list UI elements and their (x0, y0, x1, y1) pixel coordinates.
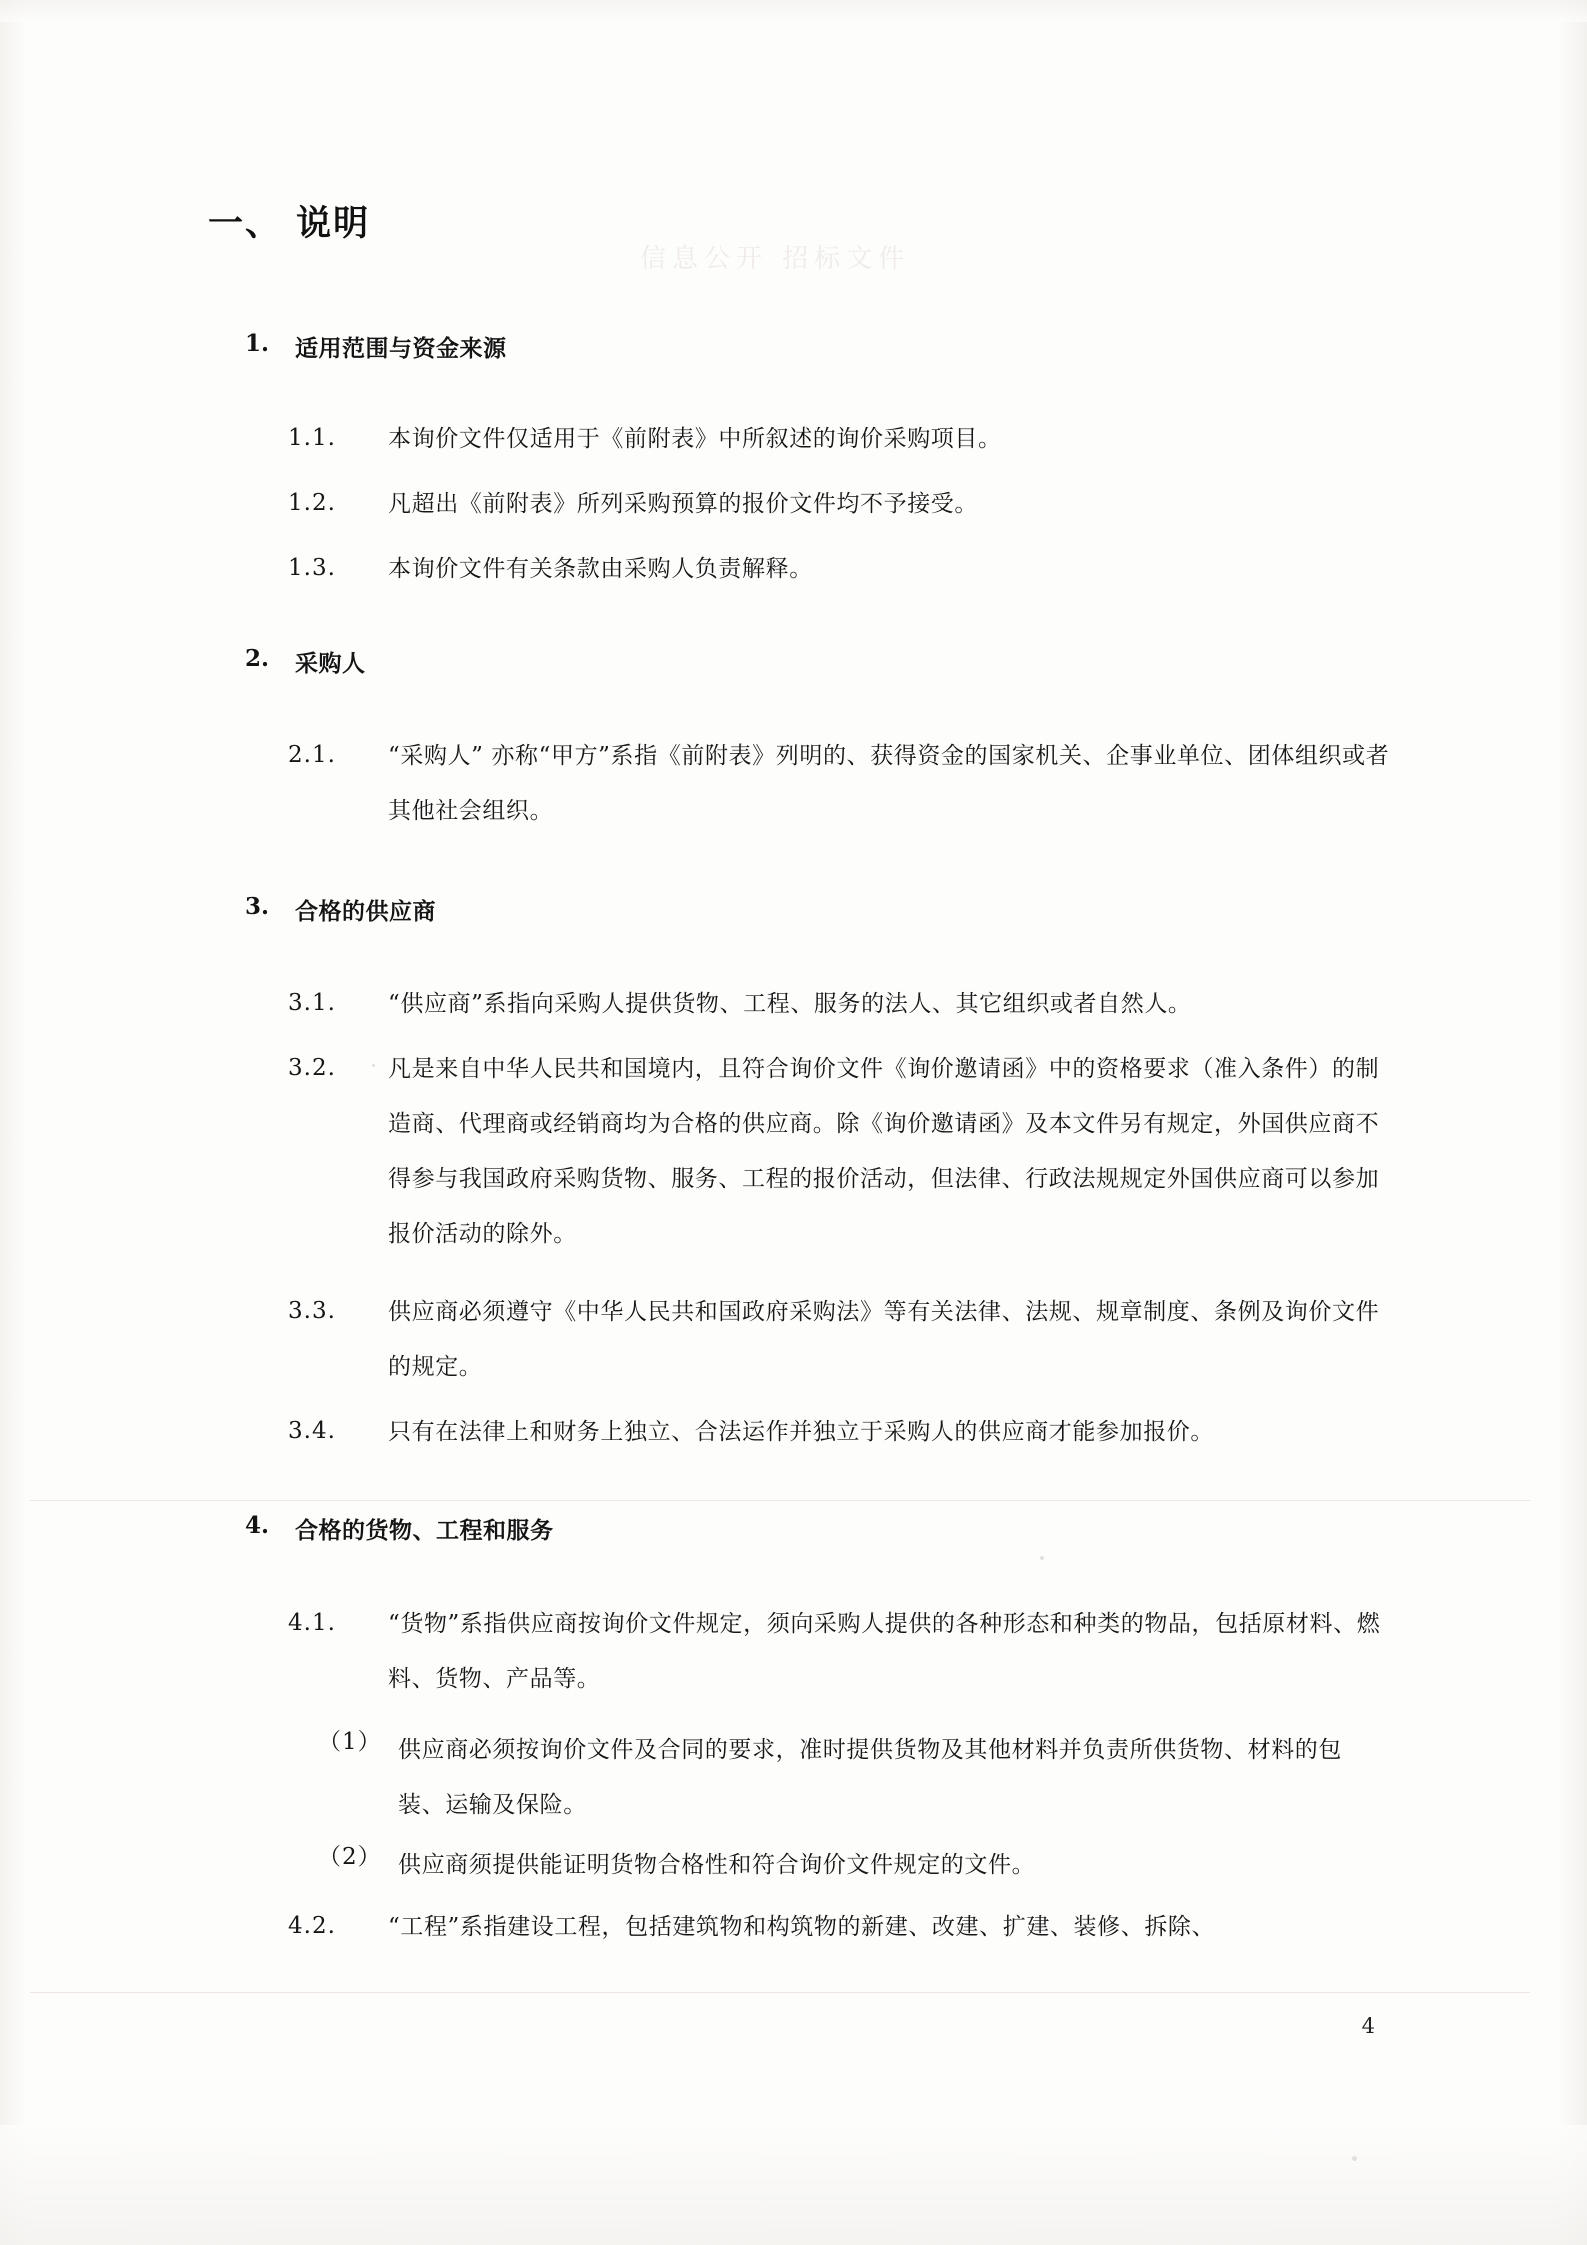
section-heading-3: 合格的供应商 (295, 898, 436, 925)
item-number: 4.1. (288, 1610, 336, 1636)
item-number: 1.1. (288, 425, 336, 451)
item-text: 本询价文件仅适用于《前附表》中所叙述的询价采购项目。 (388, 426, 1002, 452)
section-number-3: 3. (245, 893, 270, 920)
item-number: 2.1. (288, 742, 336, 768)
section-heading-4: 合格的货物、工程和服务 (295, 1517, 554, 1544)
page-number: 4 (1361, 2014, 1375, 2038)
item-number: 1.2. (288, 490, 336, 516)
item-text: 凡超出《前附表》所列采购预算的报价文件均不予接受。 (388, 491, 978, 517)
section-number-2: 2. (245, 645, 270, 672)
section-number-4: 4. (245, 1512, 270, 1539)
item-text: 本询价文件有关条款由采购人负责解释。 (388, 556, 813, 582)
item-number: 3.4. (288, 1418, 336, 1444)
item-text: 凡是来自中华人民共和国境内，且符合询价文件《询价邀请函》中的资格要求（准入条件）的制造商、代理商或经销商均为合格的供应商。除《询价邀请函》及本文件另有规定，外国供应商不得参与我国政府采购货物、服务、工程的报价活动，但法律、行政法规规定外国供应商可以参加报价活动的除外。 (388, 1056, 1380, 1247)
item-number: 1.3. (288, 555, 336, 581)
item-text: 供应商必须按询价文件及合同的要求，准时提供货物及其他材料并负责所供货物、材料的包装、运输及保险。 (398, 1737, 1342, 1818)
item-number: 3.1. (288, 990, 336, 1016)
item-text: “工程”系指建设工程，包括建筑物和构筑物的新建、改建、扩建、装修、拆除、 (388, 1914, 1216, 1940)
item-number: 3.3. (288, 1298, 336, 1324)
section-heading-2: 采购人 (295, 650, 366, 677)
item-number: 3.2. (288, 1055, 336, 1081)
section-number-1: 1. (245, 330, 270, 357)
faint-watermark: 信息公开 招标文件 (640, 244, 911, 274)
item-text: “采购人” 亦称“甲方”系指《前附表》列明的、获得资金的国家机关、企事业单位、团体组织或者其他社会组织。 (388, 743, 1390, 824)
item-text: “货物”系指供应商按询价文件规定，须向采购人提供的各种形态和种类的物品，包括原材料、燃料、货物、产品等。 (388, 1611, 1381, 1692)
section-heading-1: 适用范围与资金来源 (295, 335, 507, 362)
item-number: （1） (318, 1729, 382, 1755)
page-title: 一、 说明 (208, 203, 371, 244)
item-number: （2） (318, 1844, 382, 1870)
item-text: 供应商须提供能证明货物合格性和符合询价文件规定的文件。 (398, 1852, 1036, 1878)
item-text: 只有在法律上和财务上独立、合法运作并独立于采购人的供应商才能参加报价。 (388, 1419, 1214, 1445)
item-text: 供应商必须遵守《中华人民共和国政府采购法》等有关法律、法规、规章制度、条例及询价文件的规定。 (388, 1299, 1380, 1380)
item-text: “供应商”系指向采购人提供货物、工程、服务的法人、其它组织或者自然人。 (388, 991, 1192, 1017)
item-number: 4.2. (288, 1913, 336, 1939)
